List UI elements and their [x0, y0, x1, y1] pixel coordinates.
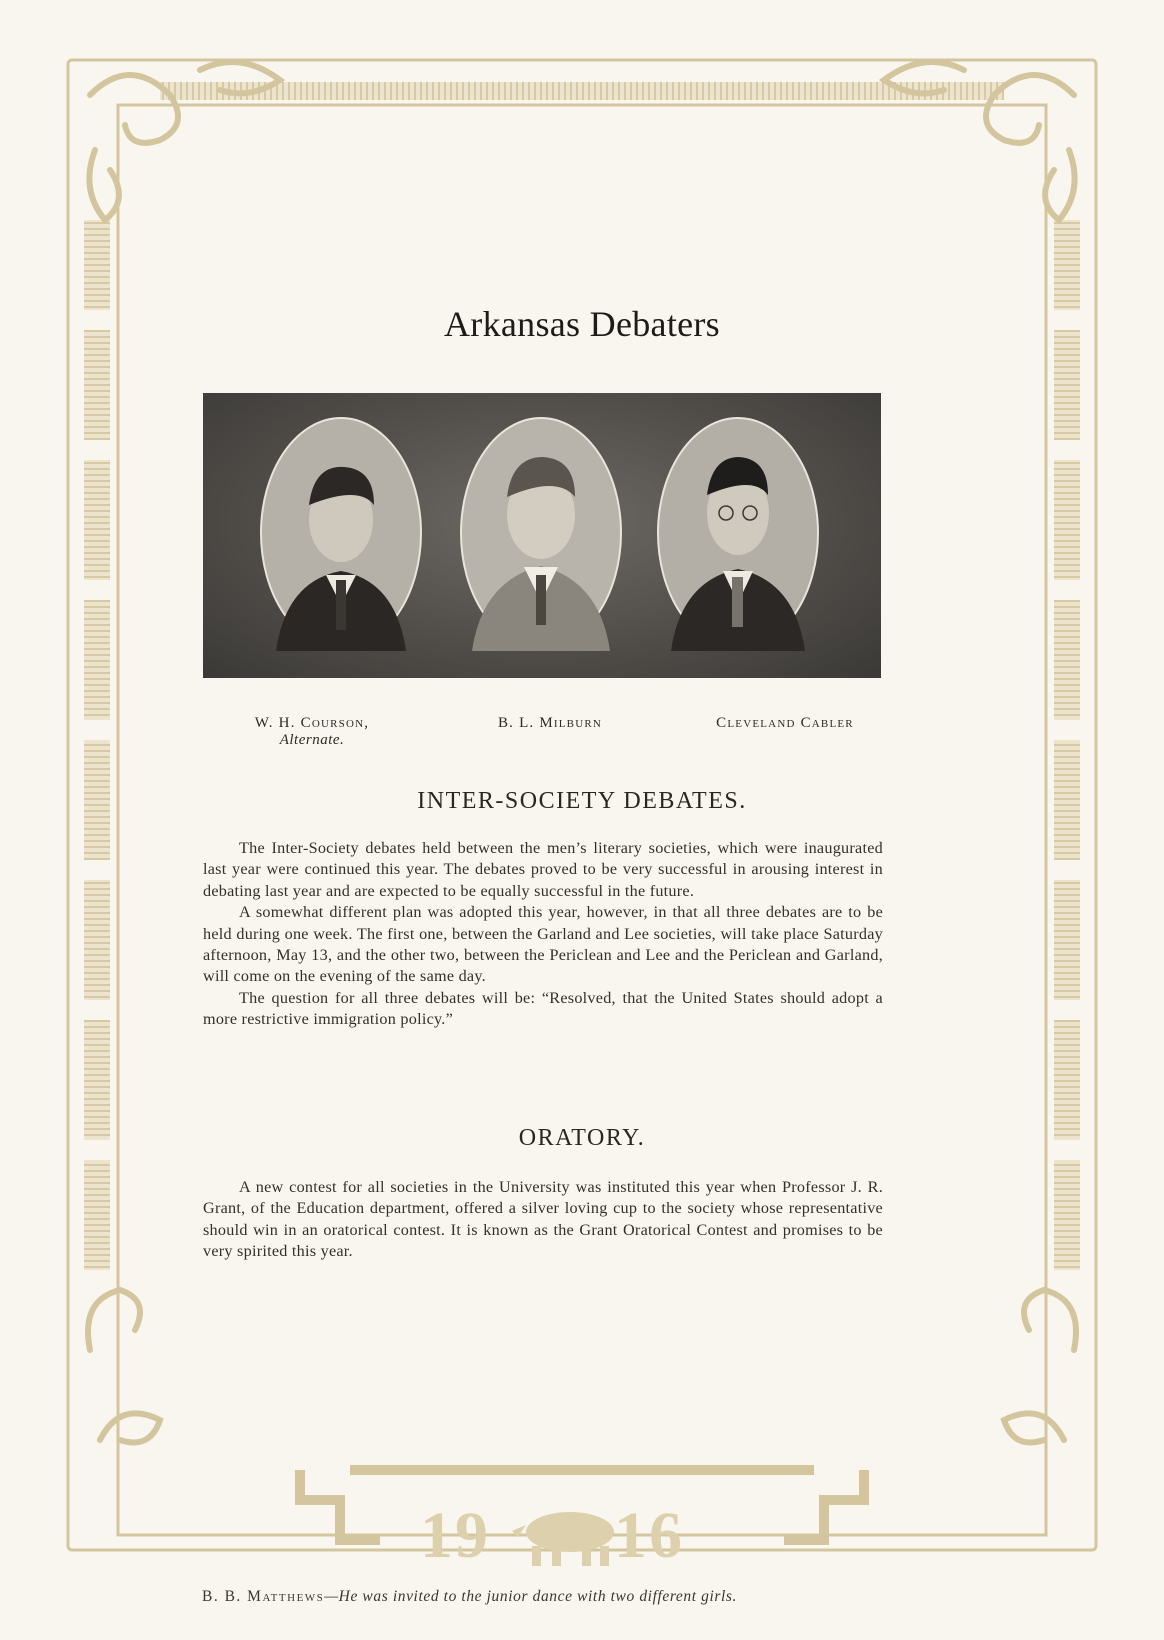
paragraph: A new contest for all societies in the University was instituted this year when Professor J. R. Grant, of the Education department, offered a silver loving cup to the society whose representative should win in an oratorical contest. It is known as the Grant Oratorical Contest and promises to be very spirited this year.: [203, 1178, 883, 1261]
year-right-digits: 16: [614, 1499, 684, 1572]
section-heading-oratory: ORATORY.: [518, 1125, 646, 1151]
caption-name: Cleveland Cabler: [716, 715, 854, 731]
section-body-oratory: [203, 1177, 883, 1263]
portrait-courson: [258, 415, 424, 651]
section-body-debates: [203, 838, 883, 1031]
caption-cabler: [700, 715, 870, 732]
page-title: Arkansas Debaters: [444, 304, 720, 344]
portrait-milburn: [458, 415, 624, 651]
caption-name: B. L. Milburn: [497, 715, 603, 731]
caption-milburn: [470, 715, 630, 732]
footer-joke: [202, 1588, 902, 1606]
paragraph: The question for all three debates will be: “Resolved, that the United States should adopt a more restrictive immigration policy.”: [203, 988, 883, 1029]
debaters-photo-panel: [203, 393, 881, 678]
paragraph: The Inter-Society debates held between the men’s literary societies, which were inaugurated last year were continued this year. The debates proved to be very successful in arousing interest in debating last year and are expected to be equally successful in the future.: [203, 839, 883, 900]
caption-name: W. H. Courson,: [254, 715, 370, 731]
footer-name: B. B. Matthews: [202, 1588, 325, 1605]
year-left-digits: 19: [420, 1499, 490, 1572]
razorback-emblem-icon: [512, 1512, 614, 1566]
portrait-cabler: [655, 415, 821, 651]
caption-courson: [232, 715, 392, 749]
paragraph: A somewhat different plan was adopted this year, however, in that all three debates are to be held during one week. The first one, between the Garland and Lee societies, will take place Saturday afternoon, May 13, and the other two, between the Periclean and Lee and the Periclean and Garland, will come on the evening of the same day.: [203, 903, 883, 986]
section-heading-debates: INTER-SOCIETY DEBATES.: [417, 788, 747, 814]
caption-role: Alternate.: [279, 732, 345, 748]
footer-quip: —He was invited to the junior dance with two different girls.: [324, 1588, 738, 1605]
